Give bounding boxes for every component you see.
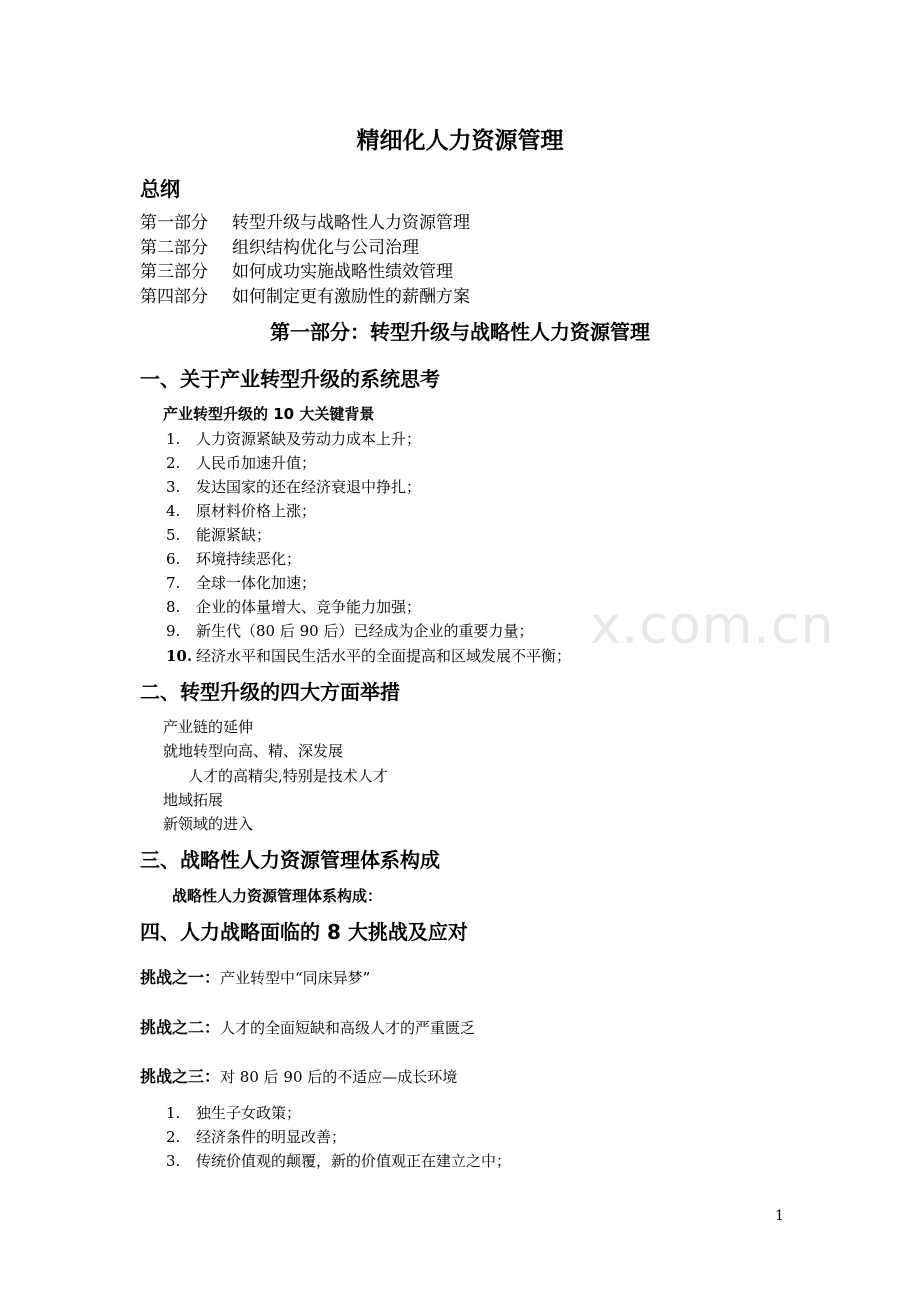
list-number: 7. [166, 574, 181, 592]
list-text: 原材料价格上涨； [196, 502, 317, 520]
list-number: 9. [166, 622, 181, 640]
list-item [166, 1126, 346, 1147]
challenge-item [140, 1064, 457, 1087]
document-title: 精细化人力资源管理 [356, 128, 564, 154]
list-number: 3. [166, 1152, 181, 1170]
list-item [166, 428, 421, 449]
list-text: 人力资源紧缺及劳动力成本上升； [196, 430, 422, 448]
page-number: 1 [775, 1208, 784, 1224]
list-item [166, 524, 271, 545]
list-text: 发达国家的还在经济衰退中挣扎； [196, 478, 422, 496]
list-text: 环境持续恶化； [196, 550, 302, 568]
list-item [166, 620, 533, 641]
list-item [166, 548, 301, 569]
list-item [166, 1102, 301, 1123]
challenge-text: 对 80 后 90 后的不适应—成长环境 [220, 1068, 458, 1086]
section-1-heading: 一、关于产业转型升级的系统思考 [140, 367, 440, 391]
toc-part-text: 转型升级与战略性人力资源管理 [232, 213, 470, 233]
list-text: 企业的体量增大、竞争能力加强； [196, 598, 422, 616]
list-text: 经济水平和国民生活水平的全面提高和区域发展不平衡； [196, 647, 572, 665]
toc-part-label: 第四部分 [140, 287, 208, 307]
list-number: 10. [166, 647, 193, 665]
challenge-item [140, 1015, 475, 1038]
section-2-line: 人才的高精尖,特别是技术人才 [188, 767, 388, 785]
list-text: 传统价值观的颠覆，新的价值观正在建立之中； [196, 1152, 512, 1170]
challenge-text: 人才的全面短缺和高级人才的严重匮乏 [220, 1019, 476, 1037]
watermark: x.com.cn [590, 596, 835, 656]
toc-item [140, 208, 470, 233]
section-3-heading: 三、战略性人力资源管理体系构成 [140, 848, 440, 872]
list-text: 能源紧缺； [196, 526, 272, 544]
section-4-heading: 四、人力战略面临的 8 大挑战及应对 [140, 920, 468, 944]
challenge-label: 挑战之二： [140, 1018, 221, 1037]
list-number: 4. [166, 502, 181, 520]
challenge-label: 挑战之三： [140, 1067, 221, 1086]
list-item [166, 500, 316, 521]
toc-part-label: 第三部分 [140, 262, 208, 282]
toc-part-label: 第二部分 [140, 238, 208, 258]
toc-part-text: 如何制定更有激励性的薪酬方案 [232, 287, 470, 307]
toc-item [140, 233, 419, 258]
section-3-subheading: 战略性人力资源管理体系构成： [172, 887, 383, 905]
section-2-heading: 二、转型升级的四大方面举措 [140, 680, 400, 704]
toc-part-label: 第一部分 [140, 213, 208, 233]
list-text: 全球一体化加速； [196, 574, 317, 592]
list-item [166, 476, 421, 497]
part1-title: 第一部分：转型升级与战略性人力资源管理 [270, 320, 650, 344]
challenge-label: 挑战之一： [140, 968, 221, 987]
list-item [166, 1150, 511, 1171]
list-item [166, 572, 316, 593]
toc-item [140, 282, 470, 307]
list-text: 人民币加速升值； [196, 454, 317, 472]
list-number: 6. [166, 550, 181, 568]
list-text: 独生子女政策； [196, 1104, 302, 1122]
list-item [166, 596, 421, 617]
toc-item [140, 257, 453, 282]
challenge-text: 产业转型中“同床异梦” [220, 969, 371, 987]
section-2-line: 就地转型向高、精、深发展 [163, 742, 344, 760]
section-2-line: 新领域的进入 [163, 815, 254, 833]
list-number: 1. [166, 1104, 181, 1122]
toc-part-text: 如何成功实施战略性绩效管理 [232, 262, 453, 282]
list-text: 经济条件的明显改善； [196, 1128, 347, 1146]
list-number: 2. [166, 454, 181, 472]
list-item [166, 452, 316, 473]
section-1-subheading: 产业转型升级的 10 大关键背景 [163, 405, 375, 423]
list-number: 5. [166, 526, 181, 544]
list-number: 2. [166, 1128, 181, 1146]
list-number: 1. [166, 430, 181, 448]
list-text: 新生代（80 后 90 后）已经成为企业的重要力量； [196, 622, 534, 640]
list-number: 8. [166, 598, 181, 616]
list-item [166, 645, 571, 666]
section-2-line: 产业链的延伸 [163, 718, 254, 736]
toc-part-text: 组织结构优化与公司治理 [232, 238, 419, 258]
list-number: 3. [166, 478, 181, 496]
section-2-line: 地域拓展 [163, 791, 224, 809]
challenge-item [140, 965, 370, 988]
outline-heading: 总纲 [140, 177, 180, 201]
